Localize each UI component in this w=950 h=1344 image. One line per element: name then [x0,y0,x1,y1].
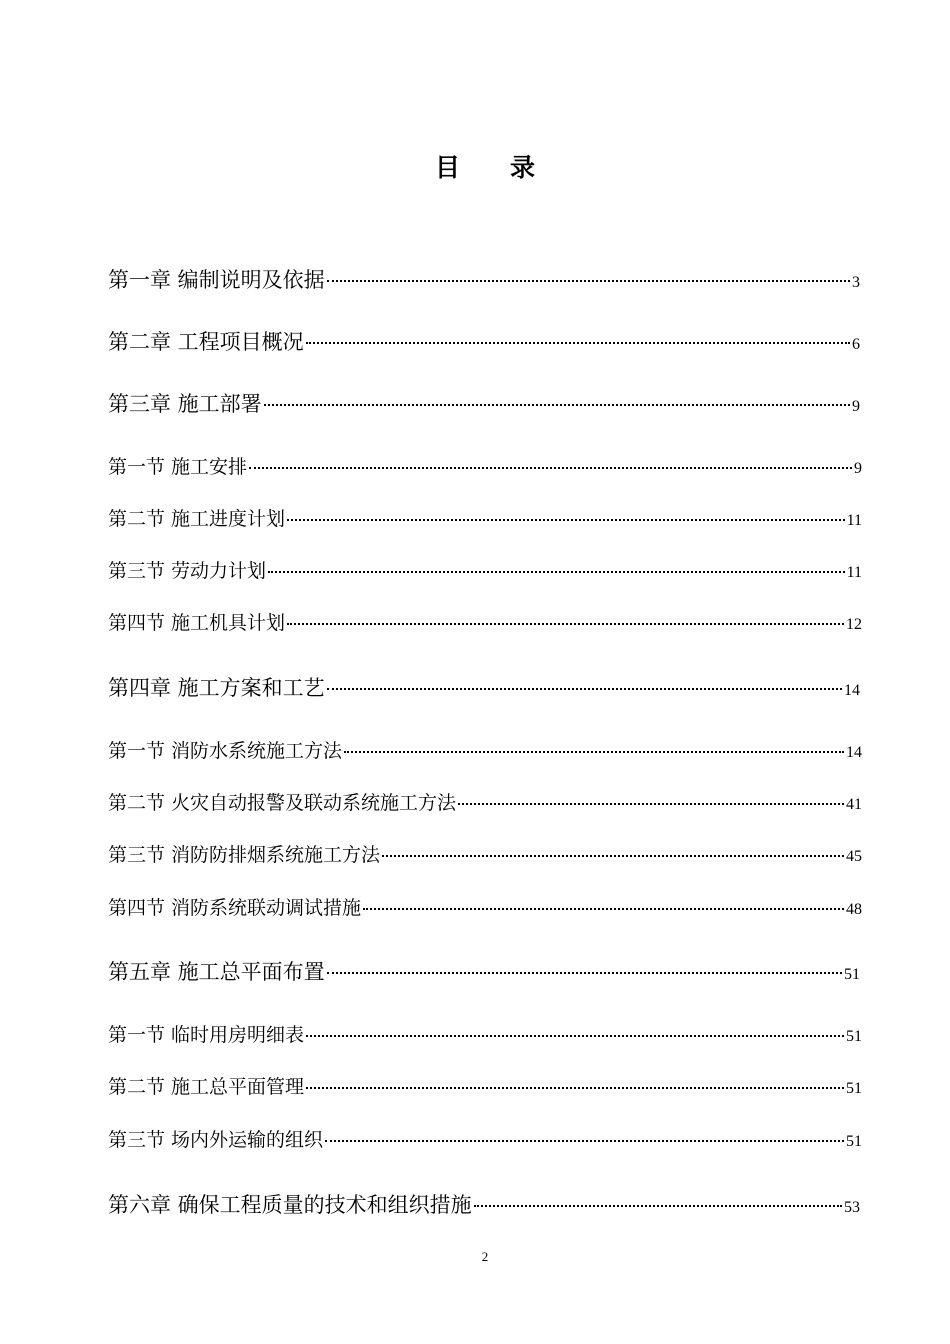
toc-entry-heading: 第二节 施工总平面管理 [108,1076,305,1098]
toc-entry-heading: 第一章 编制说明及依据 [108,268,325,292]
dot-leader [249,454,852,473]
toc-entry-page-number: 51 [846,1133,862,1150]
toc-entry-chapter-2[interactable] [108,326,860,356]
toc-entry-heading: 第二章 工程项目概况 [108,330,304,354]
dot-leader [264,390,850,411]
dot-leader [327,674,842,695]
toc-entry-page-number: 9 [854,460,862,477]
toc-entry-section[interactable] [108,452,862,479]
dot-leader [474,1191,842,1212]
toc-entry-section[interactable] [108,788,862,815]
toc-entry-chapter-4[interactable] [108,672,860,702]
toc-entry-section[interactable] [108,504,862,531]
toc-entry-page-number: 14 [846,744,862,761]
toc-entry-page-number: 12 [846,616,862,633]
toc-entry-chapter-5[interactable] [108,956,860,986]
toc-entry-section[interactable] [108,736,862,763]
dot-leader [382,842,844,861]
dot-leader [327,958,842,979]
toc-entry-page-number: 48 [846,901,862,918]
toc-entry-page-number: 14 [844,682,860,699]
toc-entry-heading: 第四章 施工方案和工艺 [108,676,325,700]
toc-entry-section[interactable] [108,893,862,920]
toc-entry-section[interactable] [108,1072,862,1099]
toc-entry-page-number: 11 [846,564,862,581]
toc-entry-page-number: 51 [846,1028,862,1045]
toc-entry-chapter-1[interactable] [108,264,860,294]
dot-leader [268,558,845,577]
toc-entry-heading: 第三章 施工部署 [108,392,262,416]
dot-leader [306,1022,844,1041]
toc-entry-heading: 第一节 消防水系统施工方法 [108,740,343,762]
toc-entry-heading: 第三节 消防防排烟系统施工方法 [108,844,381,866]
toc-entry-heading: 第六章 确保工程质量的技术和组织措施 [108,1193,472,1217]
toc-entry-page-number: 41 [846,796,862,813]
toc-entry-heading: 第五章 施工总平面布置 [108,960,325,984]
toc-entry-page-number: 53 [844,1199,860,1216]
toc-entry-page-number: 51 [844,966,860,983]
toc-entry-page-number: 45 [846,848,862,865]
toc-entry-heading: 第二节 火灾自动报警及联动系统施工方法 [108,792,457,814]
toc-entry-chapter-3[interactable] [108,388,860,418]
toc-entry-heading: 第四节 施工机具计划 [108,612,286,634]
dot-leader [363,895,844,914]
toc-title: 目 录 [434,153,535,182]
toc-entry-page-number: 3 [852,274,860,291]
toc-entry-section[interactable] [108,840,862,867]
toc-entry-heading: 第一节 施工安排 [108,456,248,478]
dot-leader [306,328,850,349]
toc-entry-heading: 第一节 临时用房明细表 [108,1024,305,1046]
dot-leader [344,738,844,757]
toc-entry-section[interactable] [108,556,862,583]
toc-entry-heading: 第三节 劳动力计划 [108,560,267,582]
dot-leader [287,506,845,525]
toc-entry-heading: 第三节 场内外运输的组织 [108,1129,324,1151]
toc-entry-page-number: 51 [846,1080,862,1097]
dot-leader [306,1074,844,1093]
toc-entry-page-number: 9 [852,398,860,415]
dot-leader [287,610,844,629]
toc-entry-section[interactable] [108,1125,862,1152]
toc-entry-chapter-6[interactable] [108,1189,860,1219]
toc-entry-section[interactable] [108,1020,862,1047]
toc-entry-heading: 第四节 消防系统联动调试措施 [108,897,362,919]
footer-page-number: 2 [481,1249,489,1264]
dot-leader [458,790,844,809]
toc-entry-section[interactable] [108,608,862,635]
toc-entry-page-number: 11 [846,512,862,529]
toc-entry-heading: 第二节 施工进度计划 [108,508,286,530]
dot-leader [325,1127,844,1146]
toc-entry-page-number: 6 [852,336,860,353]
dot-leader [327,266,850,287]
